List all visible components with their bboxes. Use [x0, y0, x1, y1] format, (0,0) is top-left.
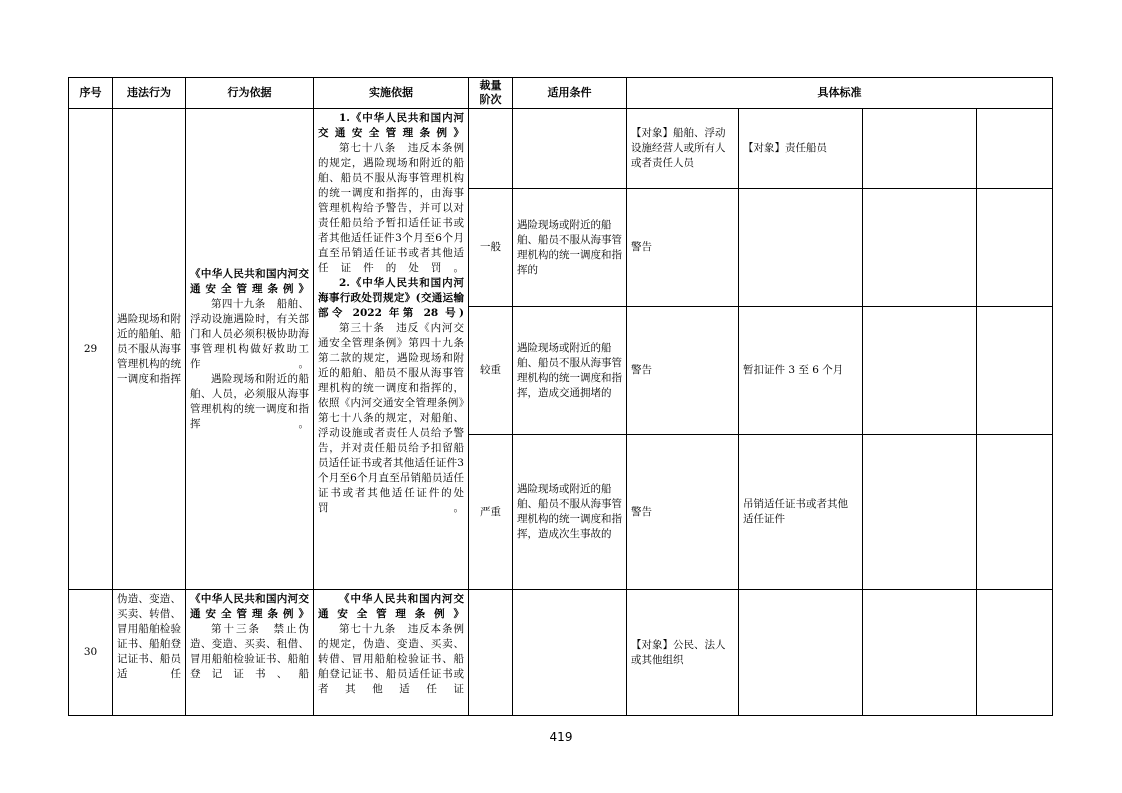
- implementation-title: 《中华人民共和国内河交通安全管理条例》: [318, 593, 464, 620]
- implementation-cell: [314, 590, 469, 716]
- condition-cell: [513, 189, 627, 307]
- level-cell: [469, 109, 513, 189]
- header-level: 裁量阶次: [469, 78, 513, 109]
- basis-cell: [186, 109, 314, 590]
- header-implementation: 实施依据: [314, 78, 469, 109]
- standard-cell: [627, 307, 739, 435]
- target-label: 【对象】责任船员: [743, 142, 827, 154]
- implementation-title: 1.《中华人民共和国内河交通安全管理条例》: [318, 112, 464, 139]
- condition-cell: [513, 307, 627, 435]
- standard-cell: [627, 189, 739, 307]
- level-cell: 严重: [469, 435, 513, 590]
- standard-cell: [863, 189, 977, 307]
- basis-title: 《中华人民共和国内河交通安全管理条例》: [190, 593, 309, 620]
- basis-article: 第四十九条 船舶、浮动设施遇险时，有关部门和人员必须积极协助海事管理机构做好救助工作。: [190, 297, 309, 370]
- header-standard: 具体标准: [627, 78, 1053, 109]
- page-number: 419: [549, 730, 573, 744]
- standard-text: 警告: [631, 505, 652, 518]
- header-no: 序号: [69, 78, 113, 109]
- header-condition: 适用条件: [513, 78, 627, 109]
- condition-text: 遇险现场或附近的船舶、船员不服从海事管理机构的统一调度和指挥的: [517, 218, 622, 276]
- basis-article: 第十三条 禁止伪造、变造、买卖、租借、冒用船舶检验证书、船舶登记证书、船: [190, 623, 309, 680]
- violation-text: 伪造、变造、买卖、转借、冒用船舶检验证书、船舶登记证书、船员适任: [117, 593, 181, 680]
- standard-text: 暂扣证件 3 至 6 个月: [743, 364, 844, 376]
- standard-cell: [739, 189, 863, 307]
- standard-cell: [977, 109, 1053, 189]
- standard-cell: [977, 435, 1053, 590]
- standard-cell: [627, 435, 739, 590]
- standard-cell: [863, 435, 977, 590]
- condition-cell: [513, 435, 627, 590]
- standard-cell: [863, 590, 977, 716]
- standard-cell: [863, 109, 977, 189]
- row-number: 30: [69, 590, 113, 716]
- table-row: [69, 109, 1053, 189]
- standard-text: 警告: [631, 364, 652, 376]
- implementation-title: 2.《中华人民共和国内河海事行政处罚规定》(交通运输部令 2022 年第 28 号): [318, 277, 464, 319]
- implementation-article: 第七十八条 违反本条例的规定，遇险现场和附近的船舶、船员不服从海事管理机构的统一调度和指挥的，由海事管理机构给予警告，并可以对责任船员给予暂扣适任证书或者其他适任证件3个月至6个月直至吊销适任证书或者其他适任证件的处罚。: [318, 142, 464, 274]
- header-violation: 违法行为: [113, 78, 186, 109]
- level-cell: 一般: [469, 189, 513, 307]
- standard-text: [739, 246, 862, 250]
- violation-cell: [113, 109, 186, 590]
- standard-cell: [739, 109, 863, 189]
- standard-text: 吊销适任证书或者其他适任证件: [743, 498, 848, 525]
- standard-cell: [627, 590, 739, 716]
- standard-cell: [977, 307, 1053, 435]
- condition-cell: [513, 590, 627, 716]
- violation-cell: [113, 590, 186, 716]
- level-cell: [469, 590, 513, 716]
- basis-cell: [186, 590, 314, 716]
- standard-cell: [977, 590, 1053, 716]
- condition-text: 遇险现场或附近的船舶、船员不服从海事管理机构的统一调度和指挥，造成次生事故的: [517, 483, 622, 540]
- header-basis: 行为依据: [186, 78, 314, 109]
- header-row: [69, 78, 1053, 109]
- standard-cell: [627, 109, 739, 189]
- condition-text: 遇险现场或附近的船舶、船员不服从海事管理机构的统一调度和指挥，造成交通拥堵的: [517, 341, 622, 399]
- standard-cell: [977, 189, 1053, 307]
- level-cell: 较重: [469, 307, 513, 435]
- standard-cell: [863, 307, 977, 435]
- standard-text: 警告: [631, 241, 652, 253]
- basis-article: 遇险现场和附近的船舶、人员，必须服从海事管理机构的统一调度和指挥。: [190, 372, 309, 430]
- row-number: 29: [69, 109, 113, 590]
- target-label: 【对象】公民、法人或其他组织: [631, 638, 726, 666]
- standard-cell: [739, 435, 863, 590]
- table-row: [69, 590, 1053, 716]
- condition-cell: [513, 109, 627, 189]
- standard-cell: [739, 307, 863, 435]
- violation-text: 遇险现场和附近的船舶、船员不服从海事管理机构的统一调度和指挥: [117, 312, 181, 385]
- implementation-cell: [314, 109, 469, 590]
- standard-cell: [739, 590, 863, 716]
- target-label: 【对象】船舶、浮动设施经营人或所有人或者责任人员: [631, 127, 726, 169]
- penalty-standards-table: [68, 77, 1053, 716]
- implementation-article: 第三十条 违反《内河交通安全管理条例》第四十九条第二款的规定，遇险现场和附近的船舶、船员不服从海事管理机构的统一调度和指挥的，依照《内河交通安全管理条例》第七十八条的规定，对船舶、浮动设施或者责任人员给予警告，并对责任船员给予扣留船员适任证书或者其他适任证件3个月至6个月直至吊销船员适任证书或者其他适任证件的处罚。: [318, 322, 464, 514]
- implementation-article: 第七十九条 违反本条例的规定，伪造、变造、买卖、转借、冒用船舶检验证书、船舶登记证书、船员适任证书或者其他适任证: [318, 623, 464, 695]
- basis-title: 《中华人民共和国内河交通安全管理条例》: [190, 267, 309, 295]
